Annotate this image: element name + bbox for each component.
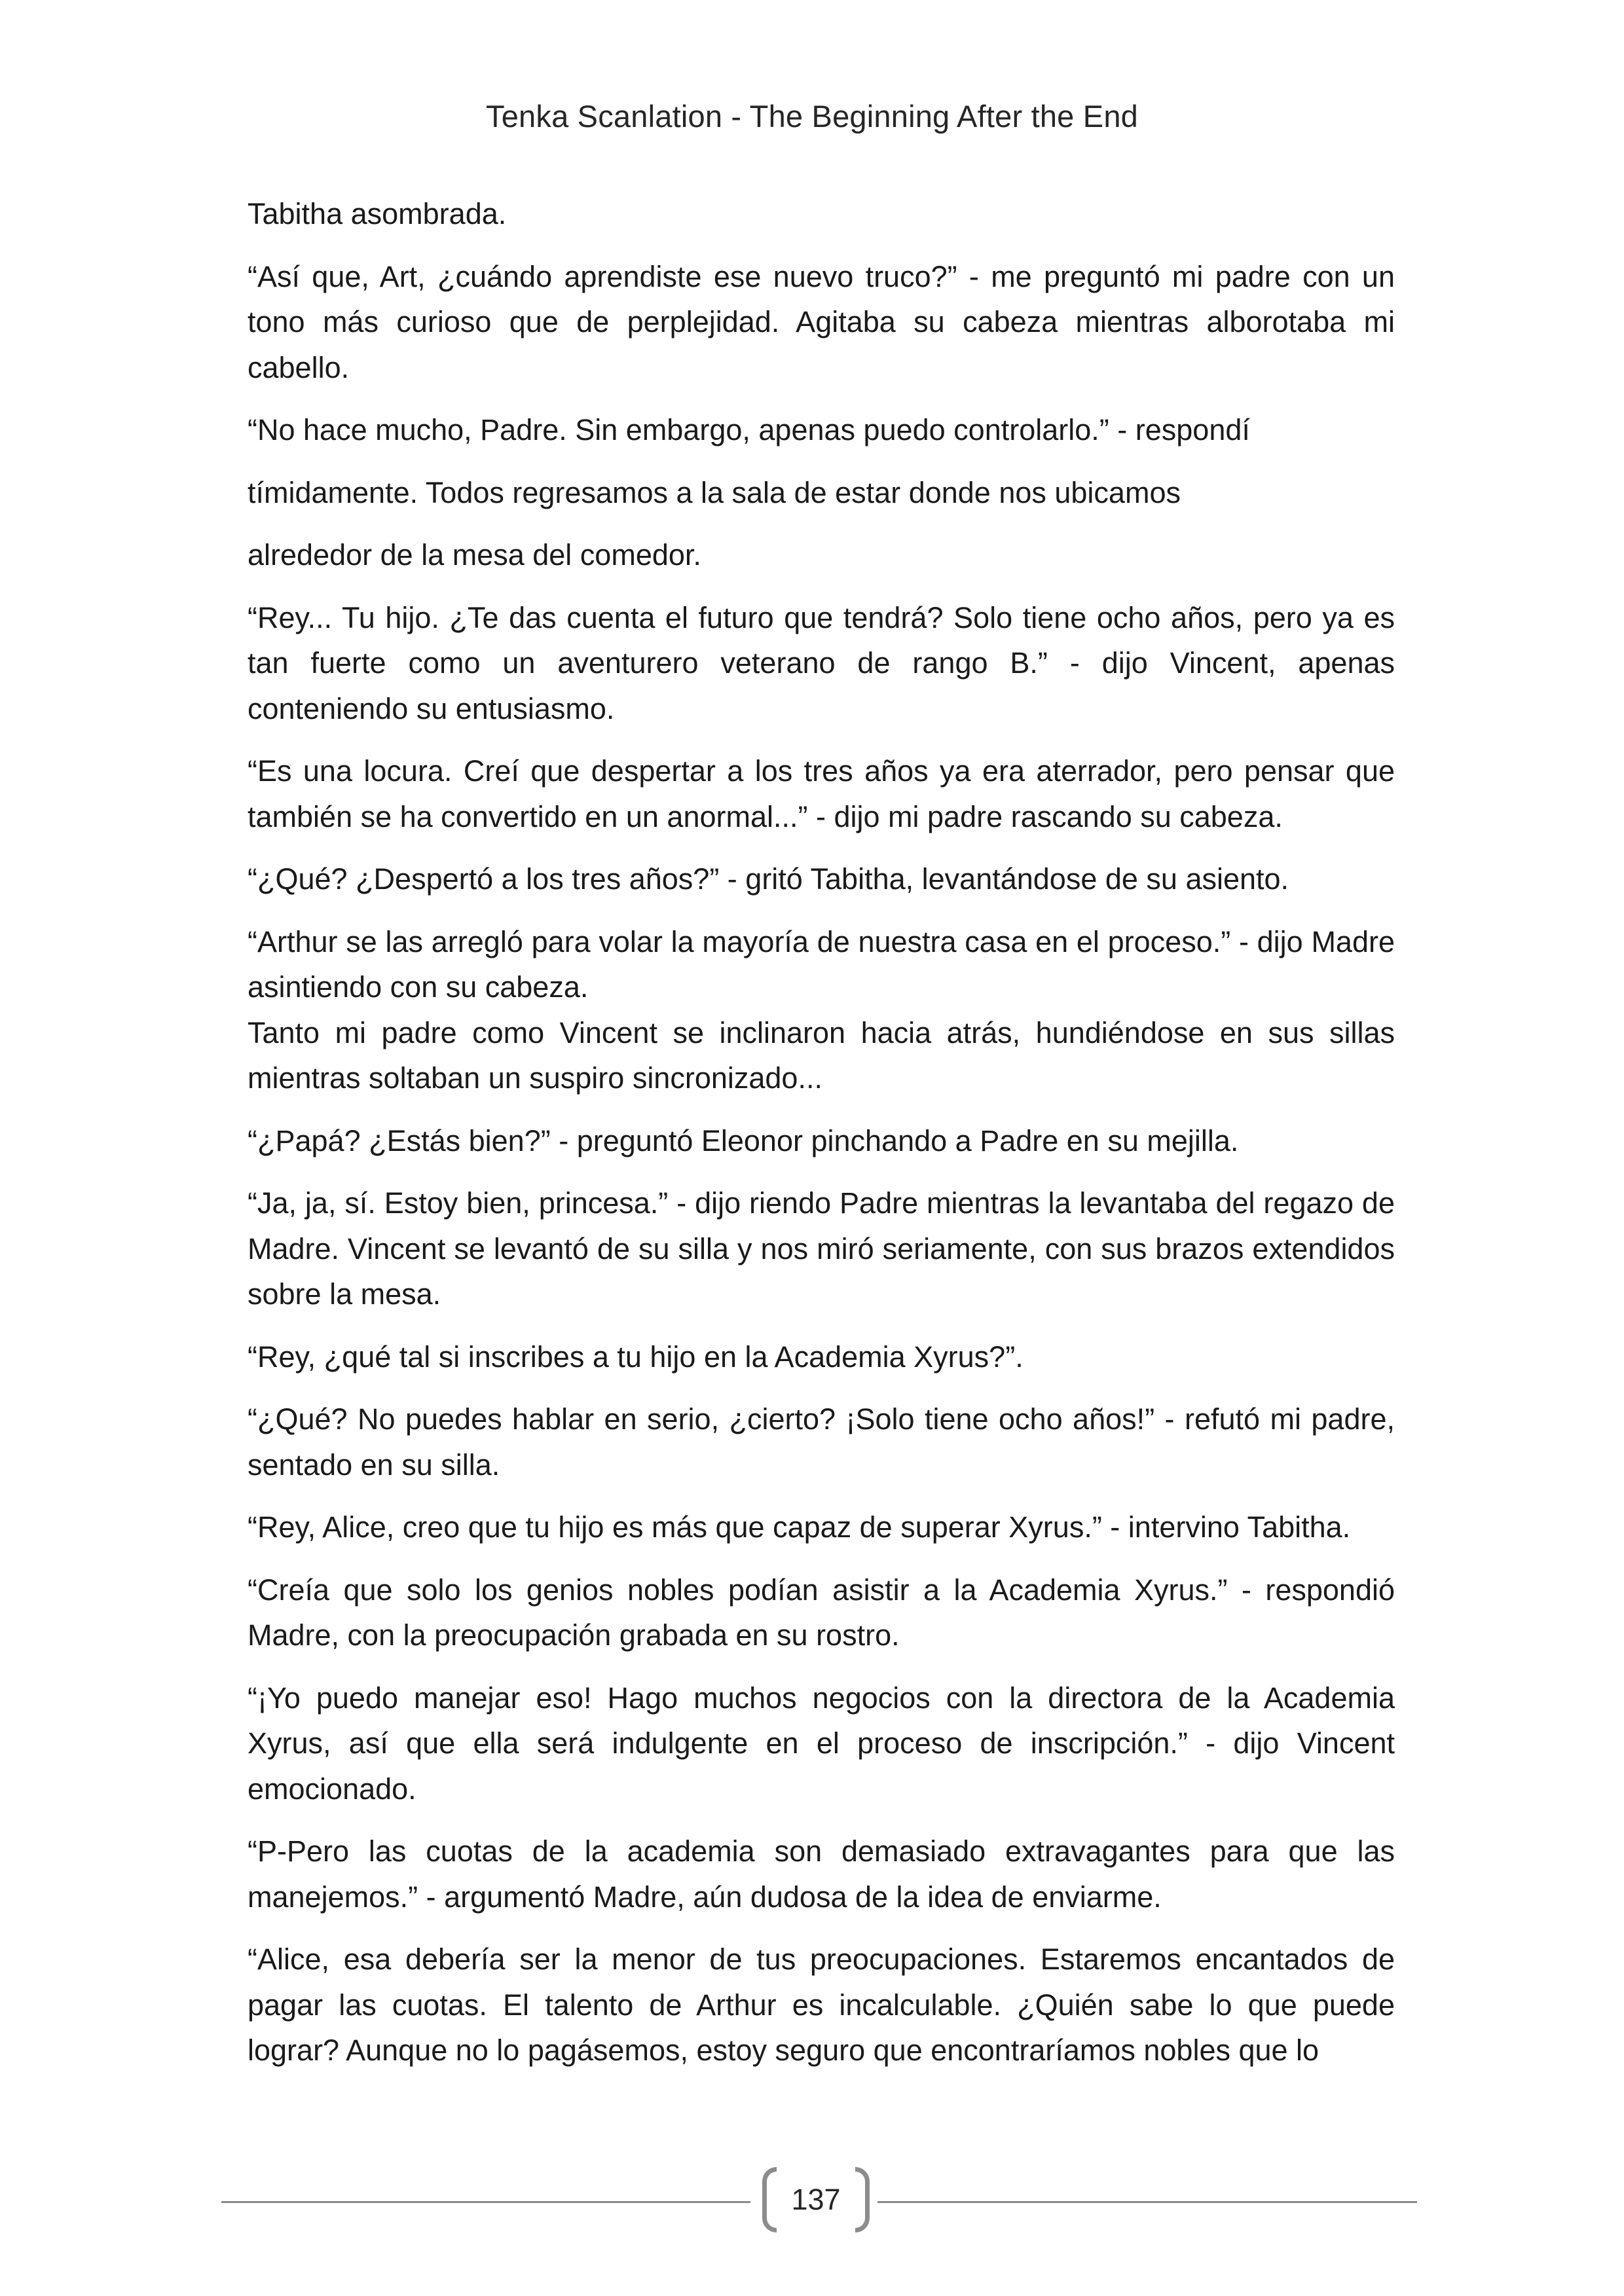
paragraph: “Arthur se las arregló para volar la mayoría de nuestra casa en el proceso.” - dijo Madre asintiendo con su cabeza.: [248, 924, 1395, 1004]
paragraph: “P-Pero las cuotas de la academia son demasiado extravagantes para que las manejemos.” - argumentó Madre, aún dudosa de la idea de enviarme.: [248, 1834, 1395, 1914]
paragraph: “Es una locura. Creí que despertar a los tres años ya era aterrador, pero pensar que también se ha convertido en un anormal...” - dijo mi padre rascando su cabeza.: [248, 754, 1395, 833]
paragraph: “Ja, ja, sí. Estoy bien, princesa.” - dijo riendo Padre mientras la levantaba del regazo de Madre. Vincent se levantó de su silla y nos miró seriamente, con sus brazos extendidos sobre la mesa.: [248, 1186, 1395, 1311]
page-footer: [221, 2166, 1417, 2238]
paragraph: “Rey, ¿qué tal si inscribes a tu hijo en la Academia Xyrus?”.: [248, 1339, 1024, 1374]
paragraph: “Alice, esa debería ser la menor de tus preocupaciones. Estaremos encantados de pagar las cuotas. El talento de Arthur es incalculable. ¿Quién sabe lo que puede lograr? Aunque no lo pagásemos, estoy seguro que encontraríamos nobles que lo: [248, 1942, 1395, 2067]
paragraph: Tabitha asombrada.: [248, 197, 507, 230]
paragraph: “Rey... Tu hijo. ¿Te das cuenta el futuro que tendrá? Solo tiene ocho años, pero ya es tan fuerte como un aventurero veterano de rango B.” - dijo Vincent, apenas conteniendo su entusiasmo.: [248, 600, 1395, 725]
running-header: Tenka Scanlation - The Beginning After the End: [486, 99, 1138, 134]
paragraph: Tanto mi padre como Vincent se inclinaron hacia atrás, hundiéndose en sus sillas mientras soltaban un suspiro sincronizado...: [248, 1015, 1395, 1095]
paragraph: alrededor de la mesa del comedor.: [248, 538, 701, 572]
paragraph: tímidamente. Todos regresamos a la sala de estar donde nos ubicamos: [248, 475, 1181, 509]
page-number: 137: [791, 2183, 841, 2216]
right-bracket-icon: [855, 2167, 870, 2232]
paragraph: “Creía que solo los genios nobles podían asistir a la Academia Xyrus.” - respondió Madre, con la preocupación grabada en su rostro.: [248, 1573, 1395, 1652]
footer-rule-left: [221, 2201, 750, 2203]
paragraph: “¿Qué? ¿Despertó a los tres años?” - gritó Tabitha, levantándose de su asiento.: [248, 862, 1289, 896]
footer-rule-right: [877, 2201, 1417, 2203]
paragraph: “¿Qué? No puedes hablar en serio, ¿cierto? ¡Solo tiene ocho años!” - refutó mi padre, sentado en su silla.: [248, 1402, 1395, 1482]
left-bracket-icon: [762, 2167, 777, 2232]
paragraph: “¿Papá? ¿Estás bien?” - preguntó Eleonor pinchando a Padre en su mejilla.: [248, 1123, 1239, 1157]
paragraph: “Así que, Art, ¿cuándo aprendiste ese nuevo truco?” - me preguntó mi padre con un tono más curioso que de perplejidad. Agitaba su cabeza mientras alborotaba mi cabello.: [248, 259, 1395, 384]
paragraph: “¡Yo puedo manejar eso! Hago muchos negocios con la directora de la Academia Xyrus, así que ella será indulgente en el proceso de inscripción.” - dijo Vincent emocionado.: [248, 1681, 1395, 1806]
body-text: [248, 191, 1395, 2073]
paragraph: “No hace mucho, Padre. Sin embargo, apenas puedo controlarlo.” - respondí: [248, 413, 1250, 446]
paragraph: “Rey, Alice, creo que tu hijo es más que capaz de superar Xyrus.” - intervino Tabitha.: [248, 1510, 1351, 1544]
